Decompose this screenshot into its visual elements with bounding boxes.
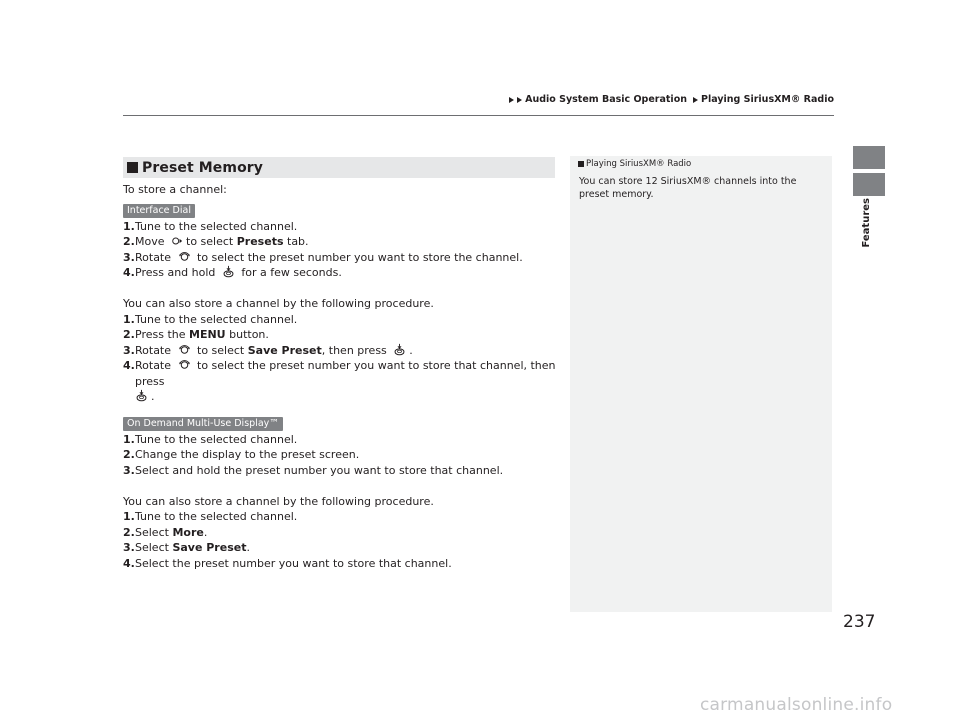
alt-intro-text: You can also store a channel by the following procedure. (123, 297, 434, 310)
breadcrumb-arrow-icon (693, 97, 698, 103)
watermark: carmanualsonline.info (700, 695, 893, 715)
sidebar-note (570, 156, 832, 612)
dial-press-icon (222, 265, 235, 278)
section-title: Preset Memory (142, 159, 264, 176)
list-item: 1. Tune to the selected channel. (123, 219, 298, 233)
breadcrumb-arrow-icon (517, 97, 522, 103)
breadcrumb-item[interactable]: Audio System Basic Operation (525, 94, 687, 105)
main-content (123, 182, 563, 571)
dial-press-icon (135, 389, 148, 402)
list-item: 2. Change the display to the preset screen. (123, 448, 360, 461)
note-text: You can store 12 SiriusXM® channels into the preset memory. (579, 176, 797, 200)
breadcrumb-arrow-icon (509, 97, 514, 103)
section-header (123, 157, 555, 178)
section-square-icon (127, 162, 138, 173)
list-item: 3. Rotate to select Save Preset, then press . (123, 343, 413, 357)
list-item: 1. Tune to the selected channel. (123, 312, 298, 326)
list-item: 3. Rotate to select the preset number you want to store the channel. (123, 250, 523, 264)
list-item: 4. Press and hold for a few seconds. (123, 266, 342, 279)
breadcrumb-item[interactable]: Playing SiriusXM® Radio (700, 94, 834, 105)
list-item: 1. Tune to the selected channel. (123, 510, 298, 523)
dial-press-icon (393, 343, 406, 356)
note-square-icon (578, 161, 584, 167)
header-divider (123, 115, 834, 116)
dial-rotate-icon (178, 250, 191, 263)
list-item: 2. Press the MENU button. (123, 328, 269, 341)
breadcrumb (509, 94, 834, 105)
multi-use-display-tag: On Demand Multi-Use Display™ (123, 417, 283, 431)
chapter-tab (853, 173, 885, 196)
dial-rotate-icon (178, 343, 191, 356)
intro-text: To store a channel: (123, 183, 227, 196)
dial-rotate-icon (178, 358, 191, 371)
list-item: 3. Select Save Preset. (123, 541, 250, 554)
interface-dial-tag: Interface Dial (123, 204, 195, 218)
list-item: 4. Select the preset number you want to store that channel. (123, 556, 452, 570)
list-item: 2. Select More. (123, 525, 208, 539)
page-number: 237 (843, 612, 876, 632)
dial-move-right-icon (171, 235, 183, 247)
list-item: 4. Rotate to select the preset number you want to store that channel, then press . (123, 359, 556, 403)
list-item: 1. Tune to the selected channel. (123, 432, 298, 446)
alt-intro-text: You can also store a channel by the following procedure. (123, 494, 434, 508)
chapter-tab (853, 146, 885, 169)
chapter-label: Features (861, 198, 872, 248)
list-item: 2. Move to select Presets tab. (123, 235, 309, 248)
note-heading[interactable]: Playing SiriusXM® Radio (578, 159, 691, 169)
list-item: 3. Select and hold the preset number you want to store that channel. (123, 463, 504, 477)
